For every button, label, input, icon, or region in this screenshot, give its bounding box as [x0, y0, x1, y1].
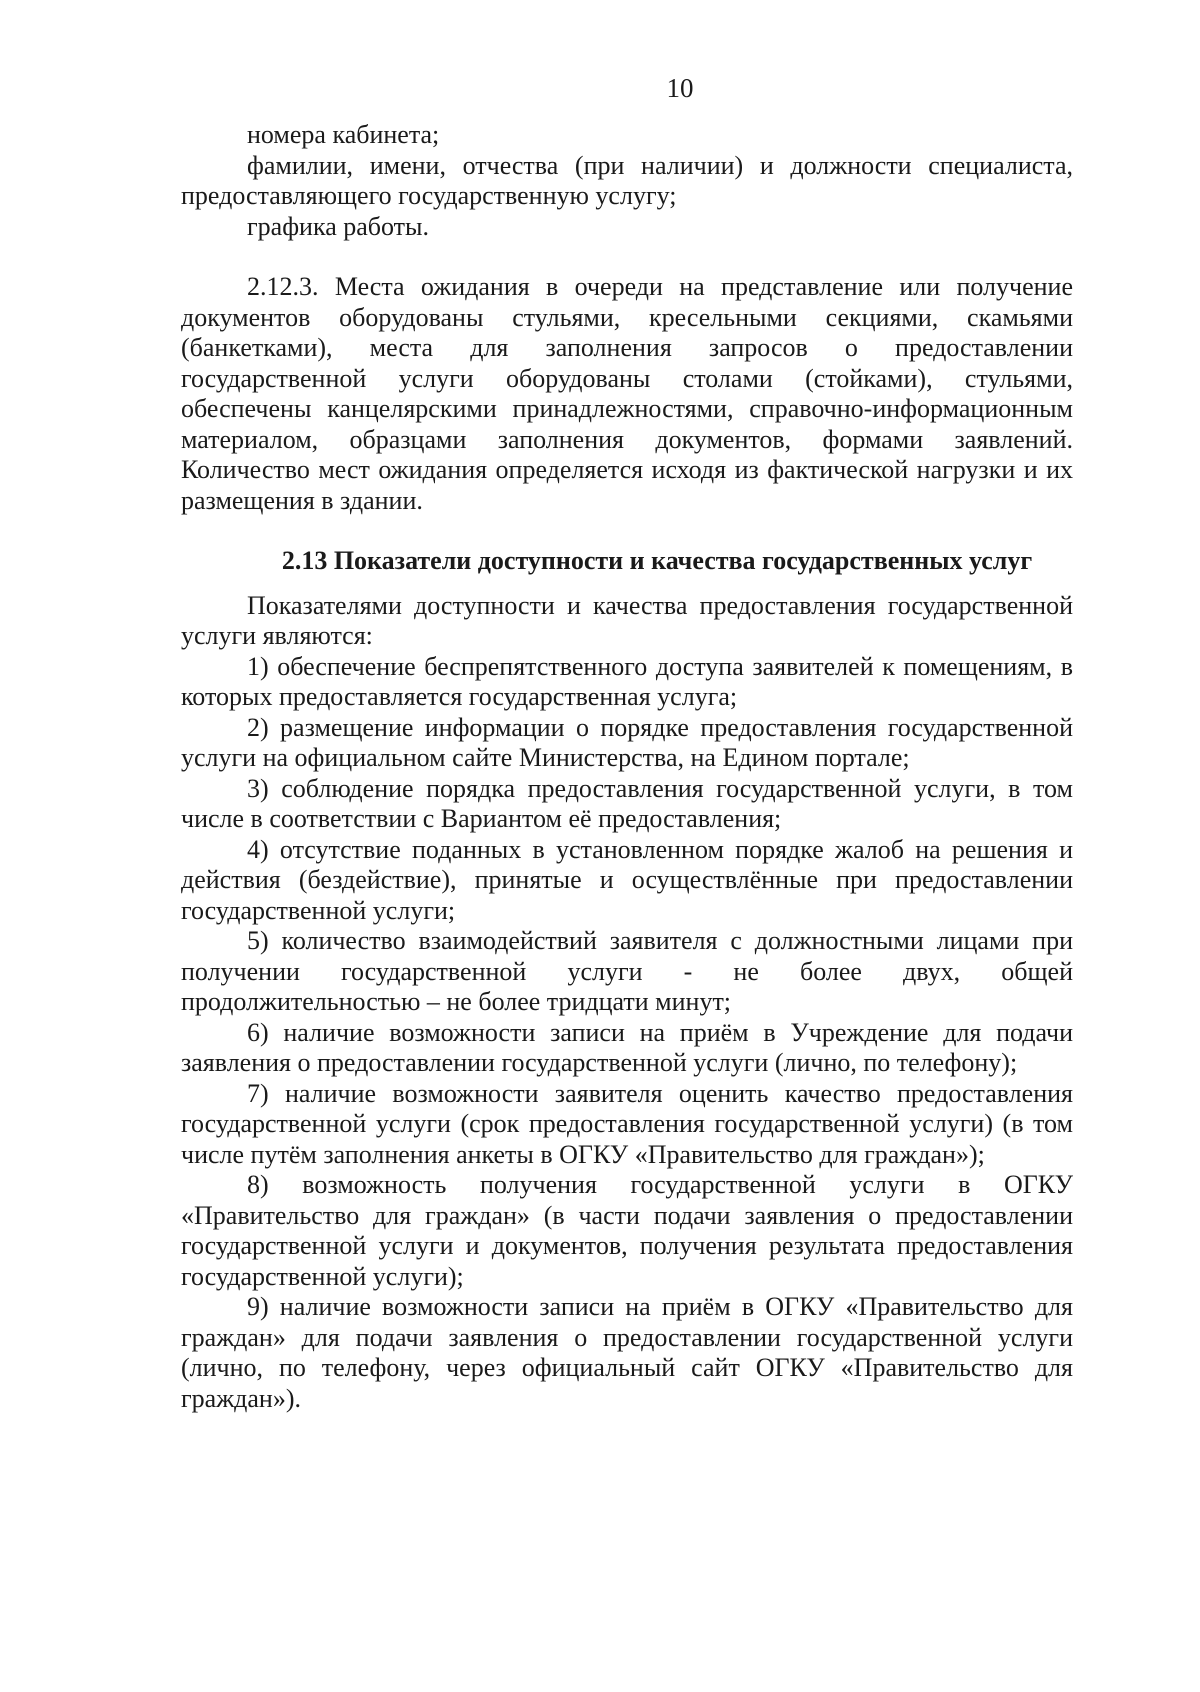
spacer	[181, 516, 1073, 546]
intro-line-schedule: графика работы.	[247, 211, 429, 241]
indicator-item-8: 8) возможность получения государственной услуги в ОГКУ «Правительство для граждан» (в части подачи заявления о предоставлении государственной услуги и документов, получения результата предоставления государственной услуги);	[181, 1170, 1073, 1291]
indicator-item-1: 1) обеспечение беспрепятственного доступа заявителей к помещениям, в которых предоставляется государственная услуга;	[181, 651, 1073, 711]
spacer	[181, 242, 1073, 272]
indicator-item-6: 6) наличие возможности записи на приём в Учреждение для подачи заявления о предоставлении государственной услуги (лично, по телефону);	[181, 1017, 1073, 1077]
intro-line-specialist: фамилии, имени, отчества (при наличии) и должности специалиста, предоставляющего государственную услугу;	[181, 150, 1073, 210]
indicator-item-5: 5) количество взаимодействий заявителя с должностными лицами при получении государственной услуги - не более двух, общей продолжительностью – не более тридцати минут;	[181, 926, 1073, 1016]
page-number: 10	[666, 73, 694, 103]
intro-line-cabinet: номера кабинета;	[247, 120, 440, 149]
indicator-item-4: 4) отсутствие поданных в установленном порядке жалоб на решения и действия (бездействие), принятые и осуществлённые при предоставлении государственной услуги;	[181, 834, 1073, 925]
indicator-item-7: 7) наличие возможности заявителя оценить качество предоставления государственной услуги (срок предоставления государственной услуги) (в том числе путём заполнения анкеты в ОГКУ «Правительство для граждан»);	[181, 1078, 1073, 1169]
indicators-intro: Показателями доступности и качества предоставления государственной услуги являются:	[181, 590, 1073, 650]
section-heading-2-13: 2.13 Показатели доступности и качества государственных услуг	[281, 546, 1033, 575]
section-2-12-3: 2.12.3. Места ожидания в очереди на представление или получение документов оборудованы стульями, кресельными секциями, скамьями (банкетками), места для заполнения запросов о предоставлении государственной услуги оборудованы столами (стойками), стульями, обеспечены канцелярскими принадлежностями, справочно-информационным материалом, образцами заполнения документов, формами заявлений. Количество мест ожидания определяется исходя из фактической нагрузки и их размещения в здании.	[181, 272, 1073, 515]
indicator-item-9: 9) наличие возможности записи на приём в ОГКУ «Правительство для граждан» для подачи заявления о предоставлении государственной услуги (лично, по телефону, через официальный сайт ОГКУ «Правительство для граждан»).	[181, 1292, 1073, 1413]
indicator-item-3: 3) соблюдение порядка предоставления государственной услуги, в том числе в соответствии с Вариантом её предоставления;	[181, 773, 1073, 833]
document-body	[181, 120, 1073, 1414]
indicator-item-2: 2) размещение информации о порядке предоставления государственной услуги на официальном сайте Министерства, на Едином портале;	[181, 712, 1073, 772]
spacer	[181, 577, 1073, 591]
